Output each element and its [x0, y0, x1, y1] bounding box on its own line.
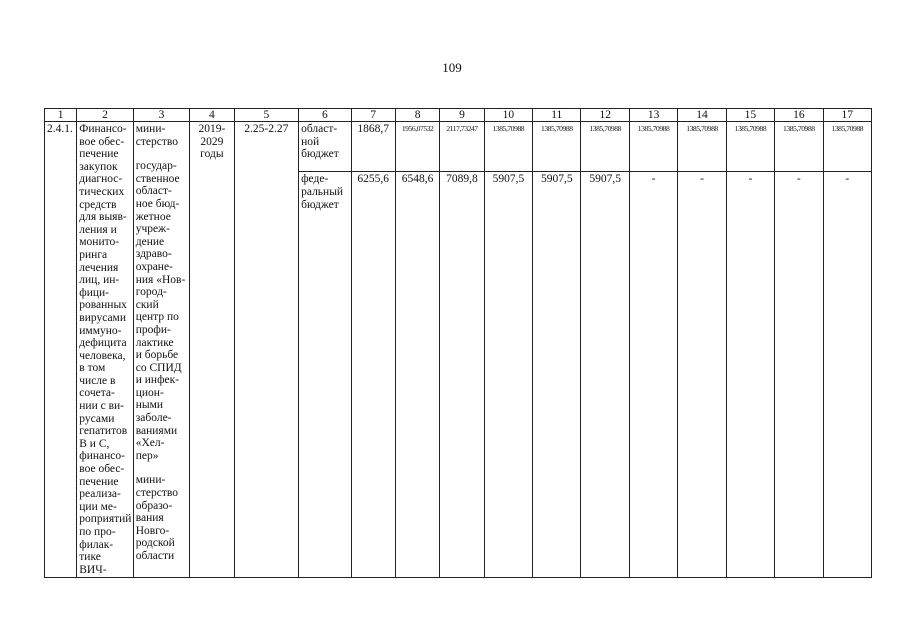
text-line: ления и [79, 223, 117, 236]
text-line: цион- [135, 386, 164, 399]
text-line: печение [79, 475, 119, 488]
value-cell: 6255,6 [351, 172, 395, 578]
text-line: жетное [135, 210, 171, 223]
value-cell: 1385,70988 [823, 122, 871, 172]
text-line: профи- [135, 323, 171, 336]
text-line: ринга [79, 248, 108, 261]
executor-ministry-health [136, 123, 187, 148]
text-line: област- [301, 123, 338, 135]
text-line: родской [135, 537, 175, 550]
text-line: лиц, ин- [79, 274, 120, 287]
funding-source-federal [299, 172, 351, 578]
text-line: стерство [135, 487, 178, 500]
text-line: со СПИД [135, 361, 182, 374]
text-line: печение [79, 148, 119, 161]
row-targets: 2.25-2.27 [234, 122, 299, 578]
text-line: средств [79, 198, 117, 211]
text-line: образо- [135, 499, 173, 512]
value-cell: - [726, 172, 774, 578]
text-line: мини- [135, 123, 166, 135]
text-line: мини- [135, 474, 166, 487]
value-cell: 7089,8 [440, 172, 484, 578]
value-cell: 1385,70988 [581, 122, 629, 172]
text-line: ский [135, 298, 159, 311]
column-header-7: 7 [351, 109, 395, 122]
text-line: ное бюд- [135, 197, 180, 210]
value-cell: 1868,7 [351, 122, 395, 172]
text-line: стерство [135, 135, 178, 148]
text-line: дение [135, 235, 165, 248]
text-line: русами [79, 412, 115, 425]
column-header-8: 8 [395, 109, 439, 122]
row-term [190, 122, 234, 578]
text-line: человека, [79, 349, 126, 362]
value-cell: - [629, 172, 677, 578]
text-line: сочета- [79, 387, 115, 400]
value-cell: - [678, 172, 726, 578]
value-cell: 6548,6 [395, 172, 439, 578]
column-header-1: 1 [45, 109, 77, 122]
text-line: диагнос- [79, 173, 123, 186]
text-line: ваниями [135, 424, 178, 437]
column-header-10: 10 [484, 109, 532, 122]
text-line: 2029 [200, 135, 224, 148]
column-header-17: 17 [823, 109, 871, 122]
text-line: реализа- [79, 488, 121, 501]
column-header-5: 5 [234, 109, 299, 122]
text-line: гепатитов [79, 425, 128, 438]
text-line: тике ВИЧ- [79, 551, 107, 576]
text-line: дефицита [79, 337, 127, 350]
column-header-3: 3 [133, 109, 189, 122]
text-line: области [135, 550, 175, 562]
executor-aids-center [136, 160, 187, 462]
value-cell: 5907,5 [484, 172, 532, 578]
value-cell: 2117,73247 [440, 122, 484, 172]
text-line: ния «Нов- [135, 273, 186, 286]
text-line: фици- [79, 286, 110, 299]
text-line: и инфек- [135, 374, 180, 387]
column-header-4: 4 [190, 109, 234, 122]
text-line: ственное [135, 172, 180, 185]
value-cell: 1385,70988 [484, 122, 532, 172]
column-header-13: 13 [629, 109, 677, 122]
column-header-16: 16 [775, 109, 823, 122]
value-cell: - [775, 172, 823, 578]
text-line: област- [135, 185, 172, 198]
table-row [45, 122, 872, 172]
text-line: 2019- [198, 123, 226, 135]
text-line: Новго- [135, 524, 170, 537]
column-header-9: 9 [440, 109, 484, 122]
funding-table [44, 108, 872, 578]
text-line: Финансо- [79, 123, 127, 135]
text-line: вое обес- [79, 135, 125, 148]
text-line: рованных [79, 299, 127, 312]
text-line: бюджет [301, 148, 339, 161]
text-line: финансо- [79, 450, 125, 463]
text-line: ной [301, 135, 320, 148]
text-line: заболе- [135, 412, 172, 425]
text-line: монито- [79, 236, 120, 249]
value-cell: 5907,5 [533, 172, 581, 578]
value-cell: 5907,5 [581, 172, 629, 578]
page-number: 109 [442, 60, 462, 75]
value-cell: 1385,70988 [726, 122, 774, 172]
text-line: феде- [301, 173, 329, 186]
text-line: по про- [79, 526, 116, 538]
row-executors [133, 122, 189, 578]
text-line: пер» [135, 449, 159, 462]
text-line: филак- [79, 538, 114, 551]
text-line: центр по [135, 311, 179, 324]
value-cell: - [823, 172, 871, 578]
text-line: для выяв- [79, 211, 127, 224]
text-line: лактике [135, 336, 174, 349]
text-line: лечения [79, 261, 119, 274]
column-header-15: 15 [726, 109, 774, 122]
row-description [77, 122, 133, 578]
text-line: охране- [135, 260, 173, 273]
value-cell: 1385,70988 [533, 122, 581, 172]
text-line: закупок [79, 160, 118, 173]
value-cell: 1385,70988 [629, 122, 677, 172]
text-line: бюджет [301, 198, 339, 211]
text-line: государ- [135, 160, 177, 173]
text-line: вирусами [79, 311, 126, 324]
text-line: В и С, [79, 437, 110, 450]
text-line: числе в [79, 374, 116, 387]
column-header-12: 12 [581, 109, 629, 122]
executor-ministry-education [136, 474, 187, 562]
text-line: город- [135, 286, 167, 299]
text-line: учреж- [135, 223, 170, 236]
text-line: ными [135, 399, 164, 412]
column-header-14: 14 [678, 109, 726, 122]
column-header-2: 2 [77, 109, 133, 122]
text-line: в том [79, 362, 106, 375]
text-line: ральный [301, 186, 344, 199]
text-line: тических [79, 185, 125, 198]
column-header-6: 6 [299, 109, 351, 122]
row-id: 2.4.1. [45, 122, 77, 578]
funding-source-regional [299, 122, 351, 172]
text-line: годы [200, 148, 224, 161]
value-cell: 1385,70988 [678, 122, 726, 172]
column-header-11: 11 [533, 109, 581, 122]
text-line: и борьбе [135, 349, 179, 362]
text-line: ции ме- [79, 500, 117, 513]
text-line: роприятий [79, 513, 132, 526]
text-line: «Хел- [135, 437, 165, 450]
header-row [45, 109, 872, 122]
text-line: иммуно- [79, 324, 122, 337]
value-cell: 1956,07532 [395, 122, 439, 172]
value-cell: 1385,70988 [775, 122, 823, 172]
text-line: вания [135, 512, 164, 525]
text-line: здраво- [135, 248, 172, 261]
text-line: нии с ви- [79, 400, 124, 413]
text-line: вое обес- [79, 463, 125, 476]
